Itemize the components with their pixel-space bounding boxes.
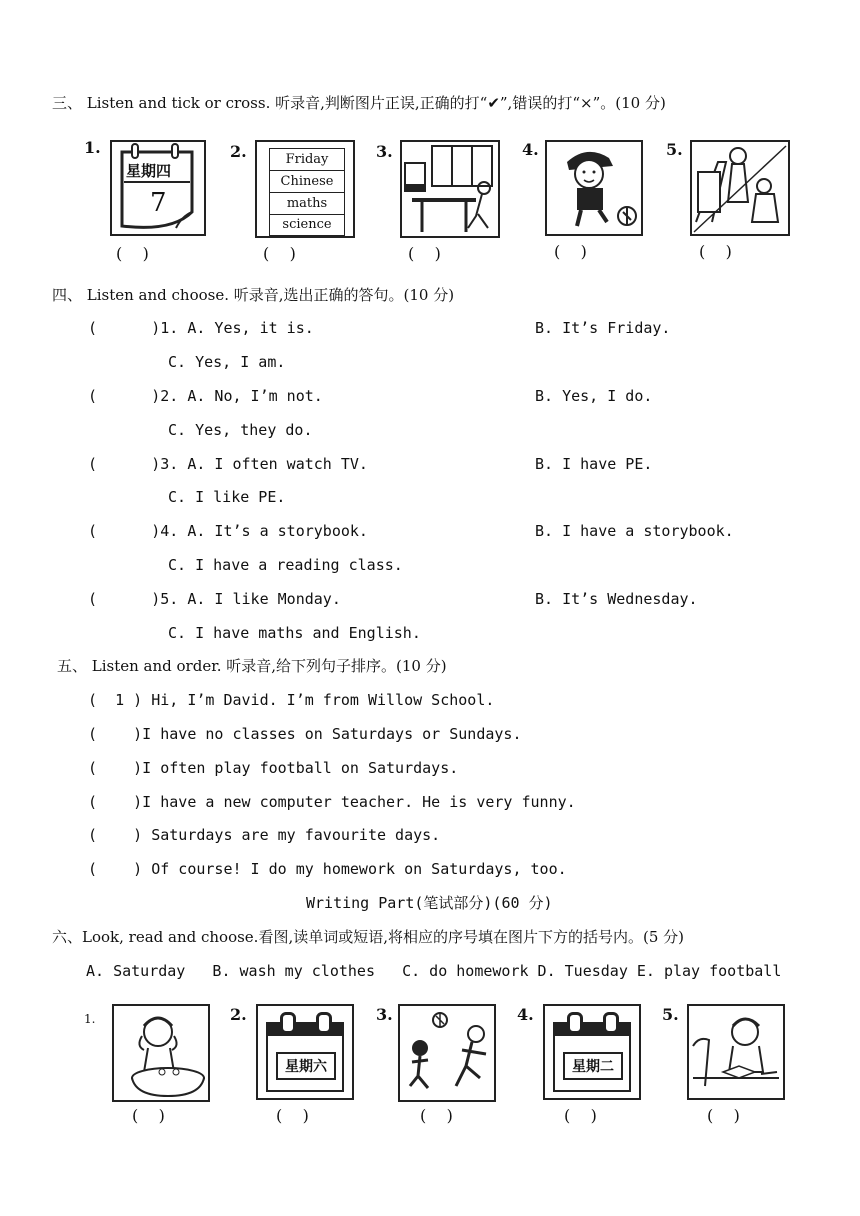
classroom-scene-icon xyxy=(402,142,498,236)
section6-heading: 六、Look, read and choose.看图,读单词或短语,将相应的序号填在图片下方的括号内。(5 分) xyxy=(52,928,685,946)
answer-paren[interactable]: ( ) xyxy=(564,1106,597,1125)
option-b: B. It’s Wednesday. xyxy=(535,590,698,608)
play-football-picture xyxy=(398,1004,496,1102)
option-b: B. I have a storybook. xyxy=(535,522,734,540)
do-homework-picture xyxy=(687,1004,785,1100)
question-line: ( )4. A. It’s a storybook. xyxy=(88,522,368,540)
drawing-scene-icon xyxy=(692,142,788,234)
answer-paren[interactable]: ( ) xyxy=(408,244,441,263)
calendar-day-label: 星期四 xyxy=(126,162,172,180)
option-c: C. I have a reading class. xyxy=(168,556,403,574)
section5-heading: 五、 Listen and order. 听录音,给下列句子排序。(10 分) xyxy=(57,657,447,675)
item-number: 2. xyxy=(230,1005,247,1024)
order-item: ( ) Of course! I do my homework on Saturdays, too. xyxy=(88,860,567,878)
option-c: C. I like PE. xyxy=(168,488,286,506)
timetable-row: Friday xyxy=(270,149,344,171)
timetable-row: Chinese xyxy=(270,171,344,193)
answer-paren[interactable]: ( ) xyxy=(699,242,732,261)
item-number: 1. xyxy=(84,1012,96,1026)
calendar-tuesday-picture xyxy=(543,1004,641,1100)
calendar-day-label: 星期六 xyxy=(285,1059,327,1075)
kids-football-icon xyxy=(400,1006,494,1100)
item-number: 3. xyxy=(376,1005,393,1024)
question-line: ( )3. A. I often watch TV. xyxy=(88,455,368,473)
writing-part-title: Writing Part(笔试部分)(60 分) xyxy=(306,894,553,912)
order-item: ( ) Saturdays are my favourite days. xyxy=(88,826,441,844)
question-line: ( )1. A. Yes, it is. xyxy=(88,319,314,337)
wash-clothes-picture xyxy=(112,1004,210,1102)
option-c: C. Yes, they do. xyxy=(168,421,313,439)
answer-paren[interactable]: ( ) xyxy=(116,244,149,263)
timetable-row: maths xyxy=(270,193,344,215)
order-item: ( 1 ) Hi, I’m David. I’m from Willow School. xyxy=(88,691,495,709)
answer-paren[interactable]: ( ) xyxy=(263,244,296,263)
answer-paren[interactable]: ( ) xyxy=(420,1106,453,1125)
option-c: C. I have maths and English. xyxy=(168,624,421,642)
item-number: 2. xyxy=(230,142,247,161)
item-number: 5. xyxy=(666,140,683,159)
item-number: 1. xyxy=(84,138,101,157)
art-class-picture xyxy=(690,140,790,236)
boy-homework-icon xyxy=(689,1006,783,1098)
calendar-date-label: 7 xyxy=(150,188,167,218)
item-number: 5. xyxy=(662,1005,679,1024)
timetable-picture xyxy=(255,140,355,238)
option-b: B. It’s Friday. xyxy=(535,319,671,337)
classroom-picture xyxy=(400,140,500,238)
timetable-row: science xyxy=(282,217,332,232)
answer-paren[interactable]: ( ) xyxy=(554,242,587,261)
order-item: ( )I often play football on Saturdays. xyxy=(88,759,459,777)
option-b: B. I have PE. xyxy=(535,455,653,473)
girl-washing-icon xyxy=(114,1006,208,1100)
order-item: ( )I have a new computer teacher. He is very funny. xyxy=(88,793,576,811)
option-b: B. Yes, I do. xyxy=(535,387,653,405)
question-line: ( )2. A. No, I’m not. xyxy=(88,387,323,405)
section4-heading: 四、 Listen and choose. 听录音,选出正确的答句。(10 分) xyxy=(52,286,455,304)
answer-paren[interactable]: ( ) xyxy=(276,1106,309,1125)
choice-options: A. Saturday B. wash my clothes C. do homework D. Tuesday E. play football xyxy=(86,962,782,980)
option-c: C. Yes, I am. xyxy=(168,353,286,371)
section3-heading: 三、 Listen and tick or cross. 听录音,判断图片正误,正确的打“✔”,错误的打“×”。(10 分) xyxy=(52,94,666,112)
boy-football-picture xyxy=(545,140,643,236)
calendar-thursday-picture xyxy=(110,140,206,236)
item-number: 4. xyxy=(522,140,539,159)
answer-paren[interactable]: ( ) xyxy=(132,1106,165,1125)
item-number: 4. xyxy=(517,1005,534,1024)
item-number: 3. xyxy=(376,142,393,161)
order-item: ( )I have no classes on Saturdays or Sundays. xyxy=(88,725,522,743)
boy-kicking-ball-icon xyxy=(547,142,641,234)
answer-paren[interactable]: ( ) xyxy=(707,1106,740,1125)
calendar-saturday-picture xyxy=(256,1004,354,1100)
question-line: ( )5. A. I like Monday. xyxy=(88,590,341,608)
calendar-day-label: 星期二 xyxy=(572,1059,614,1075)
